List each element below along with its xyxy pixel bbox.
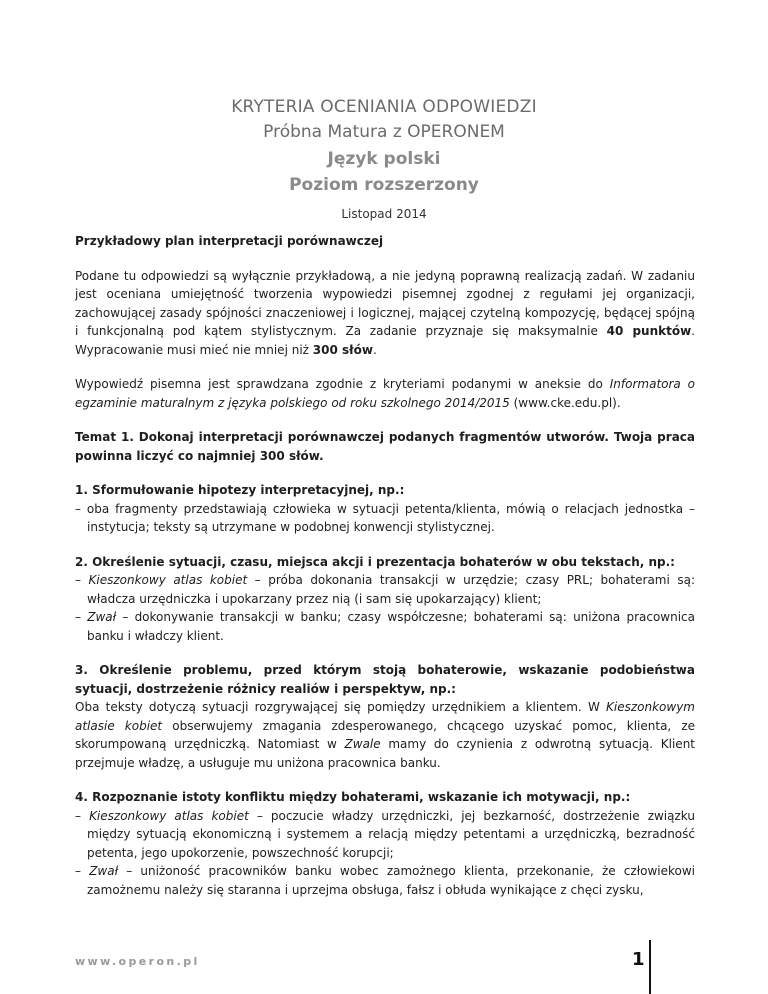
criterion-3-title: 3. Określenie problemu, przed którym stoją bohaterowie, wskazanie podobieństwa sytuacji, dostrzeżenie różnicy realiów i perspektyw, np.: — [75, 663, 695, 696]
work-title: Kieszonkowym atlasie kobiet — [75, 700, 695, 733]
page-edge-rule — [649, 940, 651, 994]
section-title — [75, 232, 695, 251]
item-text: – poczucie władzy urzędniczki, jej bezkarność, dostrzeżenie związku między sytuacją ekonomiczną i systemem a relacją między petentami a urzędniczką, bezradność petenta, jego upokorzenie, powszechność korupcji; — [87, 808, 695, 860]
document-date: Listopad 2014 — [341, 207, 427, 221]
list-item: – Zwał – uniżoność pracowników banku wobec zamożnego klienta, przekonanie, że człowiekowi zamożnemu należy się staranna i uprzejma obsługa, fałsz i obłuda wynikające z chęci zysku, — [75, 864, 696, 897]
criterion-1-title: 1. Sformułowanie hipotezy interpretacyjnej, np.: — [75, 483, 405, 497]
page-number: 1 — [632, 949, 645, 970]
document-subtitle: Próbna Matura z OPERONEM — [263, 122, 505, 142]
subject-heading: Język polski — [327, 149, 441, 169]
criterion-2-title: 2. Określenie sytuacji, czasu, miejsca akcji i prezentacja bohaterów w obu tekstach, np.: — [75, 554, 675, 569]
document-title: KRYTERIA OCENIANIA ODPOWIEDZI — [231, 97, 537, 117]
item-text: obserwujemy zmagania zdesperowanego, chcącego uzyskać pomoc, klienta, ze skorumpowaną urzędniczką. Natomiast w — [75, 718, 696, 751]
item-text: – próba dokonania transakcji w urzędzie; czasy PRL; bohaterami są: władcza urzędniczka i upokarzany przez nią (i sam się upokarzający) klient; — [87, 573, 695, 606]
level-heading: Poziom rozszerzony — [289, 175, 479, 195]
intro-text: Podane tu odpowiedzi są wyłącznie przykładową, a nie jedyną poprawną realizacją zadań. W zadaniu jest oceniana umiejętność tworzenia wypowiedzi pisemnej zgodnej z regułami jej organizacji, zachowującej zasady spójności znaczeniowej i logicznej, mającej czytelną kompozycję, będącej spójną i funkcjonalną pod kątem stylistycznym. Za zadanie przyznaje się maksymalnie — [75, 268, 695, 338]
word-count-value: 300 słów — [312, 342, 373, 357]
informator-title: Informatora o egzaminie maturalnym z języka polskiego od roku szkolnego 2014/2015 — [75, 377, 695, 410]
footer-url: www.operon.pl — [75, 955, 200, 968]
item-text: Oba teksty dotyczą sytuacji rozgrywającej się pomiędzy urzędnikiem a klientem. W — [75, 700, 607, 714]
list-item: – Zwał – dokonywanie transakcji w banku; czasy współczesne; bohaterami są: uniżona pracownica banku i władczy klient. — [75, 610, 695, 643]
topic-heading: Temat 1. Dokonaj interpretacji porównawczej podanych fragmentów utworów. Twoja praca powinna liczyć co najmniej 300 słów. — [75, 430, 695, 463]
criterion-3-text — [75, 698, 695, 772]
section-title-text: Przykładowy plan interpretacji porównawczej — [75, 234, 384, 248]
intro-text: (www.cke.edu.pl). — [509, 395, 621, 410]
intro-text: . Wypracowanie musi mieć nie mniej niż — [75, 324, 695, 357]
item-text: mamy do czynienia z odwrotną sytuacją. Klient przejmuje władzę, a usługuje mu uniżona pracownica banku. — [75, 737, 695, 770]
item-text: – dokonywanie transakcji w banku; czasy współczesne; bohaterami są: uniżona pracownica banku i władczy klient. — [87, 610, 695, 643]
work-title: Kieszonkowy atlas kobiet — [89, 808, 249, 823]
intro-text: Wypowiedź pisemna jest sprawdzana zgodnie z kryteriami podanymi w aneksie do — [75, 377, 610, 391]
intro-text: . — [372, 342, 377, 357]
work-title: Zwale — [344, 737, 381, 751]
list-item: – Kieszonkowy atlas kobiet – poczucie władzy urzędniczki, jej bezkarność, dostrzeżenie związku między sytuacją ekonomiczną i systemem a relacją między petentami a urzędniczką, bezradność petenta, jego upokorzenie, powszechność korupcji; — [75, 808, 695, 860]
intro-paragraph-1 — [75, 267, 695, 360]
intro-paragraph-2 — [75, 375, 695, 412]
work-title: Kieszonkowy atlas kobiet — [88, 573, 248, 587]
work-title: Zwał — [89, 864, 119, 878]
item-text: – uniżoność pracowników banku wobec zamożnego klienta, przekonanie, że człowiekowi zamożnemu należy się staranna i uprzejma obsługa, fałsz i obłuda wynikające z chęci zysku, — [87, 864, 696, 897]
criterion-4-title: 4. Rozpoznanie istoty konfliktu między bohaterami, wskazanie ich motywacji, np.: — [75, 790, 631, 804]
work-title: Zwał — [87, 610, 117, 624]
list-item: – oba fragmenty przedstawiają człowieka w sytuacji petenta/klienta, mówią o relacjach jednostka – instytucja; teksty są utrzymane w podobnej konwencji stylistycznej. — [75, 501, 695, 534]
list-item: – Kieszonkowy atlas kobiet – próba dokonania transakcji w urzędzie; czasy PRL; bohaterami są: władcza urzędniczka i upokarzany przez nią (i sam się upokarzający) klient; — [75, 573, 695, 606]
document-body — [75, 232, 695, 899]
points-value: 40 punktów — [606, 324, 692, 338]
